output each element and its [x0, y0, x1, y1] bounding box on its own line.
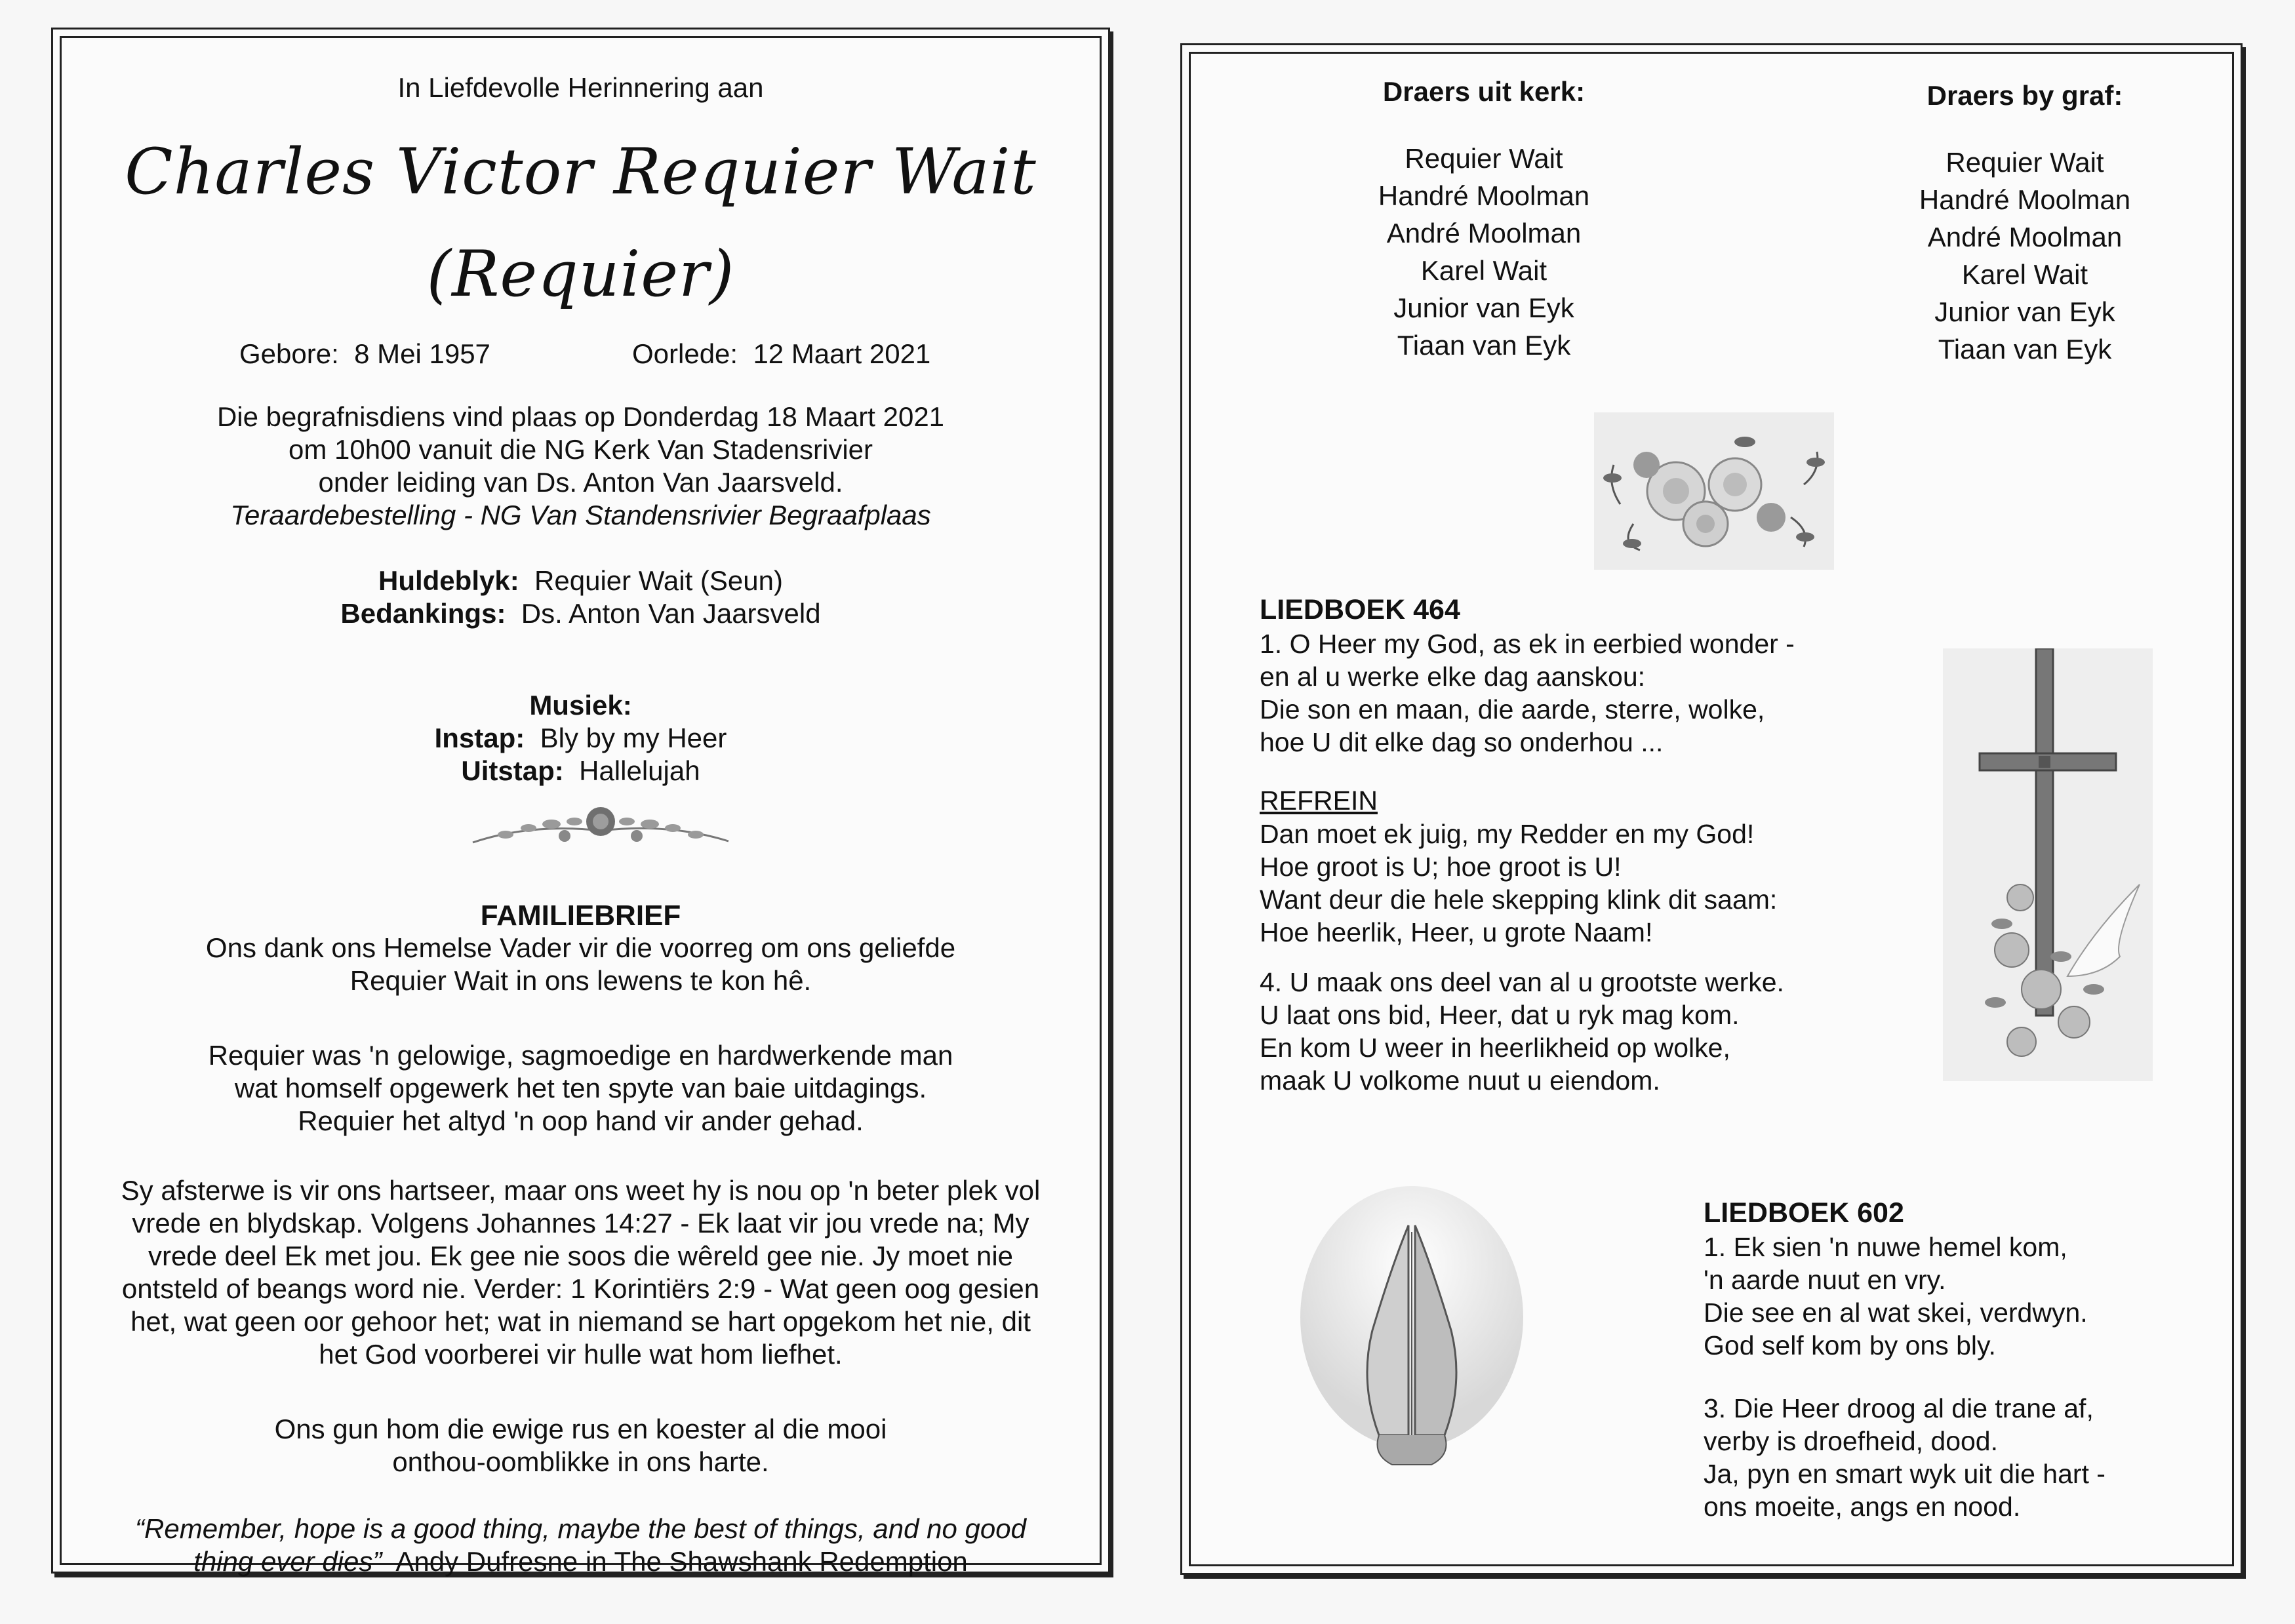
letter-line: Sy afsterwe is vir ons hartseer, maar ons weet hy is nou op 'n beter plek vol [121, 1175, 1041, 1206]
hymn-602-verse-1 [1704, 1231, 2088, 1362]
died-label: Oorlede: [632, 338, 738, 369]
letter-line: Ons gun hom die ewige rus en koester al die mooi [274, 1414, 887, 1444]
letter-line: het, wat geen oor gehoor het; wat in niemand se hart opgekom het nie, dit [130, 1306, 1031, 1337]
entry-label: Instap: [434, 723, 525, 753]
hymn-line: 1. Ek sien 'n nuwe hemel kom, [1704, 1232, 2067, 1262]
hymn-line: 1. O Heer my God, as ek in eerbied wonder - [1260, 629, 1795, 659]
exit-row [53, 755, 1108, 787]
bearer-name: Karel Wait [1961, 259, 2088, 290]
hymn-line: 4. U maak ons deel van al u grootste werke. [1260, 967, 1784, 997]
bearer-name: Junior van Eyk [1393, 292, 1574, 323]
letter-line: wat homself opgewerk het ten spyte van baie uitdagings. [234, 1073, 927, 1103]
quote-attribution: Andy Dufresne in The Shawshank Redemption [395, 1546, 968, 1577]
letter-paragraph-3 [53, 1174, 1108, 1371]
died-date: 12 Maart 2021 [753, 338, 931, 369]
hymn-line: Hoe groot is U; hoe groot is U! [1260, 852, 1622, 882]
thanks-value: Ds. Anton Van Jaarsveld [521, 598, 821, 629]
letter-line: Requier het altyd 'n oop hand vir ander gehad. [298, 1105, 864, 1136]
bearer-name: Requier Wait [1405, 143, 1563, 174]
bearer-name: André Moolman [1386, 218, 1582, 248]
bearer-name: Handré Moolman [1919, 184, 2131, 215]
hymn-line: Hoe heerlik, Heer, u grote Naam! [1260, 917, 1653, 947]
flower-bouquet-icon [1594, 412, 1834, 570]
grave-bearers-title: Draers by graf: [1926, 80, 2123, 111]
born-row [239, 338, 490, 370]
thanks-row [53, 597, 1108, 630]
quote-line: “Remember, hope is a good thing, maybe the best of things, and no good [135, 1513, 1026, 1544]
cross-icon [1943, 648, 2153, 1081]
bearer-name: Tiaan van Eyk [1938, 334, 2112, 365]
intro-text: In Liefdevolle Herinnering aan [397, 72, 764, 103]
deceased-name: Charles Victor Requier Wait [125, 135, 1037, 208]
hymn-line: en al u werke elke dag aanskou: [1260, 662, 1646, 692]
bearer-name: Tiaan van Eyk [1397, 330, 1571, 361]
thanks-label: Bedankings: [340, 598, 506, 629]
died-row [632, 338, 930, 370]
church-bearers-title: Draers uit kerk: [1382, 76, 1586, 107]
music-block [53, 689, 1108, 787]
hymn-line: Want deur die hele skepping klink dit saam: [1260, 884, 1778, 915]
bearer-name: Karel Wait [1420, 255, 1547, 286]
hymn-line: Die son en maan, die aarde, sterre, wolke, [1260, 694, 1765, 724]
bearer-name: Requier Wait [1946, 147, 2104, 178]
hymn-602-title: LIEDBOEK 602 [1704, 1197, 1904, 1229]
letter-line: Requier was 'n gelowige, sagmoedige en hardwerkende man [208, 1040, 953, 1071]
hymn-line: 'n aarde nuut en vry. [1704, 1265, 1946, 1295]
entry-row [53, 722, 1108, 755]
letter-line: ontsteld of beangs word nie. Verder: 1 Korintiërs 2:9 - Wat geen oog gesien [121, 1273, 1040, 1304]
hymn-line: Ja, pyn en smart wyk uit die hart - [1704, 1459, 2105, 1489]
hymn-line: En kom U weer in heerlikheid op wolke, [1260, 1033, 1730, 1063]
praying-hands-icon [1294, 1186, 1530, 1468]
hymn-line: Dan moet ek juig, my Redder en my God! [1260, 819, 1755, 849]
hymn-line: Die see en al wat skei, verdwyn. [1704, 1297, 2088, 1328]
letter-line: het God voorberei vir hulle wat hom liefhet. [319, 1339, 843, 1370]
music-label: Musiek: [529, 690, 632, 721]
hymn-line: hoe U dit elke dag so onderhou ... [1260, 727, 1664, 757]
letter-line: Requier Wait in ons lewens te kon hê. [349, 965, 812, 996]
floral-divider-icon [466, 790, 735, 862]
hymn-464-verse-1 [1260, 627, 1795, 759]
letter-title: FAMILIEBRIEF [480, 900, 681, 932]
letter-line: Ons dank ons Hemelse Vader vir die voorreg om ons geliefde [205, 932, 956, 963]
tribute-value: Requier Wait (Seun) [534, 565, 783, 596]
service-line: om 10h00 vanuit die NG Kerk Van Stadensrivier [288, 434, 873, 465]
hymn-line: verby is droefheid, dood. [1704, 1426, 1998, 1456]
service-details [53, 401, 1108, 532]
letter-paragraph-4 [53, 1413, 1108, 1478]
exit-value: Hallelujah [579, 755, 700, 786]
deceased-nickname: (Requier) [426, 237, 735, 311]
bearer-name: André Moolman [1927, 222, 2123, 252]
hymn-line: God self kom by ons bly. [1704, 1330, 1996, 1360]
bearer-name: Junior van Eyk [1934, 296, 2115, 327]
right-page [1180, 43, 2243, 1575]
hymn-line: ons moeite, angs en nood. [1704, 1492, 2021, 1522]
refrain-title: REFREIN [1260, 785, 1378, 816]
exit-label: Uitstap: [461, 755, 564, 786]
letter-line: onthou-oomblikke in ons harte. [392, 1446, 769, 1477]
quote-line-2 [53, 1545, 1108, 1578]
born-date: 8 Mei 1957 [354, 338, 490, 369]
born-label: Gebore: [239, 338, 339, 369]
letter-line: vrede deel Ek met jou. Ek gee nie soos die wêreld gee nie. Jy moet nie [148, 1240, 1014, 1271]
tribute-row [53, 564, 1108, 597]
letter-line: vrede en blydskap. Volgens Johannes 14:27 - Ek laat vir jou vrede na; My [132, 1208, 1029, 1238]
quote-text: thing ever dies” [193, 1546, 382, 1577]
burial-line: Teraardebestelling - NG Van Standensrivier Begraafplaas [230, 500, 931, 530]
tribute-block [53, 564, 1108, 630]
hymn-464-title: LIEDBOEK 464 [1260, 594, 1460, 625]
bearer-name: Handré Moolman [1378, 180, 1590, 211]
hymn-line: 3. Die Heer droog al die trane af, [1704, 1393, 2094, 1423]
left-page [51, 28, 1110, 1577]
hymn-line: maak U volkome nuut u eiendom. [1260, 1065, 1660, 1096]
service-line: Die begrafnisdiens vind plaas op Donderdag 18 Maart 2021 [216, 401, 945, 432]
letter-paragraph-1 [53, 932, 1108, 997]
service-line: onder leiding van Ds. Anton Van Jaarsveld. [318, 467, 843, 498]
grave-bearers [1854, 79, 2195, 368]
hymn-line: U laat ons bid, Heer, dat u ryk mag kom. [1260, 1000, 1740, 1030]
hymn-602-verse-3 [1704, 1392, 2105, 1523]
refrain-lines [1260, 818, 1777, 949]
entry-value: Bly by my Heer [540, 723, 727, 753]
tribute-label: Huldeblyk: [378, 565, 519, 596]
church-bearers [1313, 75, 1654, 364]
closing-quote [53, 1513, 1108, 1578]
letter-paragraph-2 [53, 1039, 1108, 1138]
hymn-464-verse-4 [1260, 966, 1784, 1097]
